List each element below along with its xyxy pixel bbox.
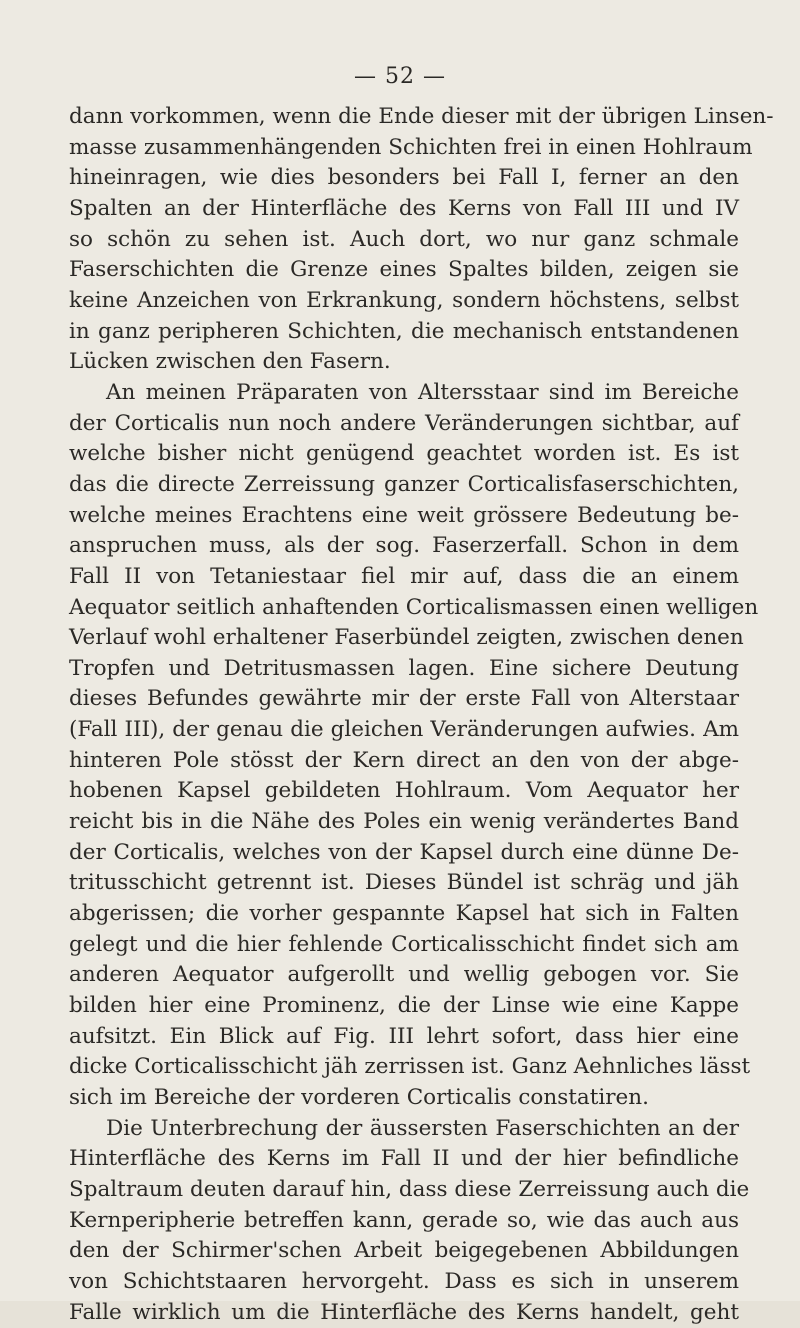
text-line: bilden hier eine Prominenz, die der Linse wie eine Kappe <box>69 993 739 1019</box>
text-line: reicht bis in die Nähe des Poles ein wenig verändertes Band <box>69 809 739 835</box>
text-line: hineinragen, wie dies besonders bei Fall I, ferner an den <box>69 165 739 191</box>
text-line: sich im Bereiche der vorderen Corticalis constatiren. <box>69 1085 649 1110</box>
text-line: Lücken zwischen den Fasern. <box>69 349 391 375</box>
text-line: so schön zu sehen ist. Auch dort, wo nur ganz schmale <box>69 226 739 252</box>
text-line: dicke Corticalisschicht jäh zerrissen ist. Ganz Aehnliches lässt <box>69 1054 751 1080</box>
text-line: von Schichtstaaren hervorgeht. Dass es sich in unserem <box>69 1268 739 1294</box>
text-line: Die Unterbrechung der äussersten Faserschichten an der <box>106 1115 739 1141</box>
text-line: (Fall III), der genau die gleichen Veränderungen aufwies. Am <box>69 717 739 743</box>
text-line: dann vorkommen, wenn die Ende dieser mit der übrigen Linsen- <box>69 104 774 129</box>
text-line: welche meines Erachtens eine weit grössere Bedeutung be- <box>69 502 739 528</box>
text-line: den der Schirmer'schen Arbeit beigegebenen Abbildungen <box>69 1238 739 1264</box>
text-line: der Corticalis, welches von der Kapsel durch eine dünne De- <box>69 839 739 865</box>
text-line: Falle wirklich um die Hinterfläche des Kerns handelt, geht <box>69 1299 739 1325</box>
text-line: Kernperipherie betreffen kann, gerade so, wie das auch aus <box>69 1207 739 1233</box>
text-line: tritusschicht getrennt ist. Dieses Bündel ist schräg und jäh <box>69 870 739 896</box>
text-line: aufsitzt. Ein Blick auf Fig. III lehrt sofort, dass hier eine <box>69 1023 739 1049</box>
text-line: der Corticalis nun noch andere Veränderungen sichtbar, auf <box>69 410 739 436</box>
text-line: anspruchen muss, als der sog. Faserzerfall. Schon in dem <box>69 533 739 559</box>
page-number: — 52 — <box>354 64 446 89</box>
text-line: Tropfen und Detritusmassen lagen. Eine sichere Deutung <box>69 655 739 681</box>
text-line: Hinterfläche des Kerns im Fall II und der hier befindliche <box>69 1146 739 1172</box>
text-line: abgerissen; die vorher gespannte Kapsel hat sich in Falten <box>69 901 739 927</box>
text-line: Fall II von Tetaniestaar fiel mir auf, dass die an einem <box>69 563 739 589</box>
text-line: welche bisher nicht genügend geachtet worden ist. Es ist <box>69 441 739 467</box>
text-line: Aequator seitlich anhaftenden Corticalismassen einen welligen <box>69 594 759 620</box>
text-line: Verlauf wohl erhaltener Faserbündel zeigten, zwischen denen <box>69 625 744 651</box>
text-line: Faserschichten die Grenze eines Spaltes bilden, zeigen sie <box>69 257 739 283</box>
text-line: hinteren Pole stösst der Kern direct an den von der abge- <box>69 747 739 773</box>
text-line: hobenen Kapsel gebildeten Hohlraum. Vom Aequator her <box>69 778 739 804</box>
text-line: anderen Aequator aufgerollt und wellig gebogen vor. Sie <box>69 962 739 988</box>
text-line: Spaltraum deuten darauf hin, dass diese Zerreissung auch die <box>69 1176 750 1202</box>
text-line: in ganz peripheren Schichten, die mechanisch entstandenen <box>69 318 739 344</box>
text-line: masse zusammenhängenden Schichten frei in einen Hohlraum <box>69 134 753 160</box>
body-text <box>69 102 774 1328</box>
text-line: dieses Befundes gewährte mir der erste Fall von Alterstaar <box>69 686 739 712</box>
text-line: Spalten an der Hinterfläche des Kerns von Fall III und IV <box>69 195 739 221</box>
text-line: keine Anzeichen von Erkrankung, sondern höchstens, selbst <box>69 287 739 313</box>
text-line: gelegt und die hier fehlende Corticalisschicht findet sich am <box>69 931 739 957</box>
text-line: An meinen Präparaten von Altersstaar sind im Bereiche <box>106 379 739 405</box>
text-line: das die directe Zerreissung ganzer Corticalisfaserschichten, <box>69 471 739 497</box>
